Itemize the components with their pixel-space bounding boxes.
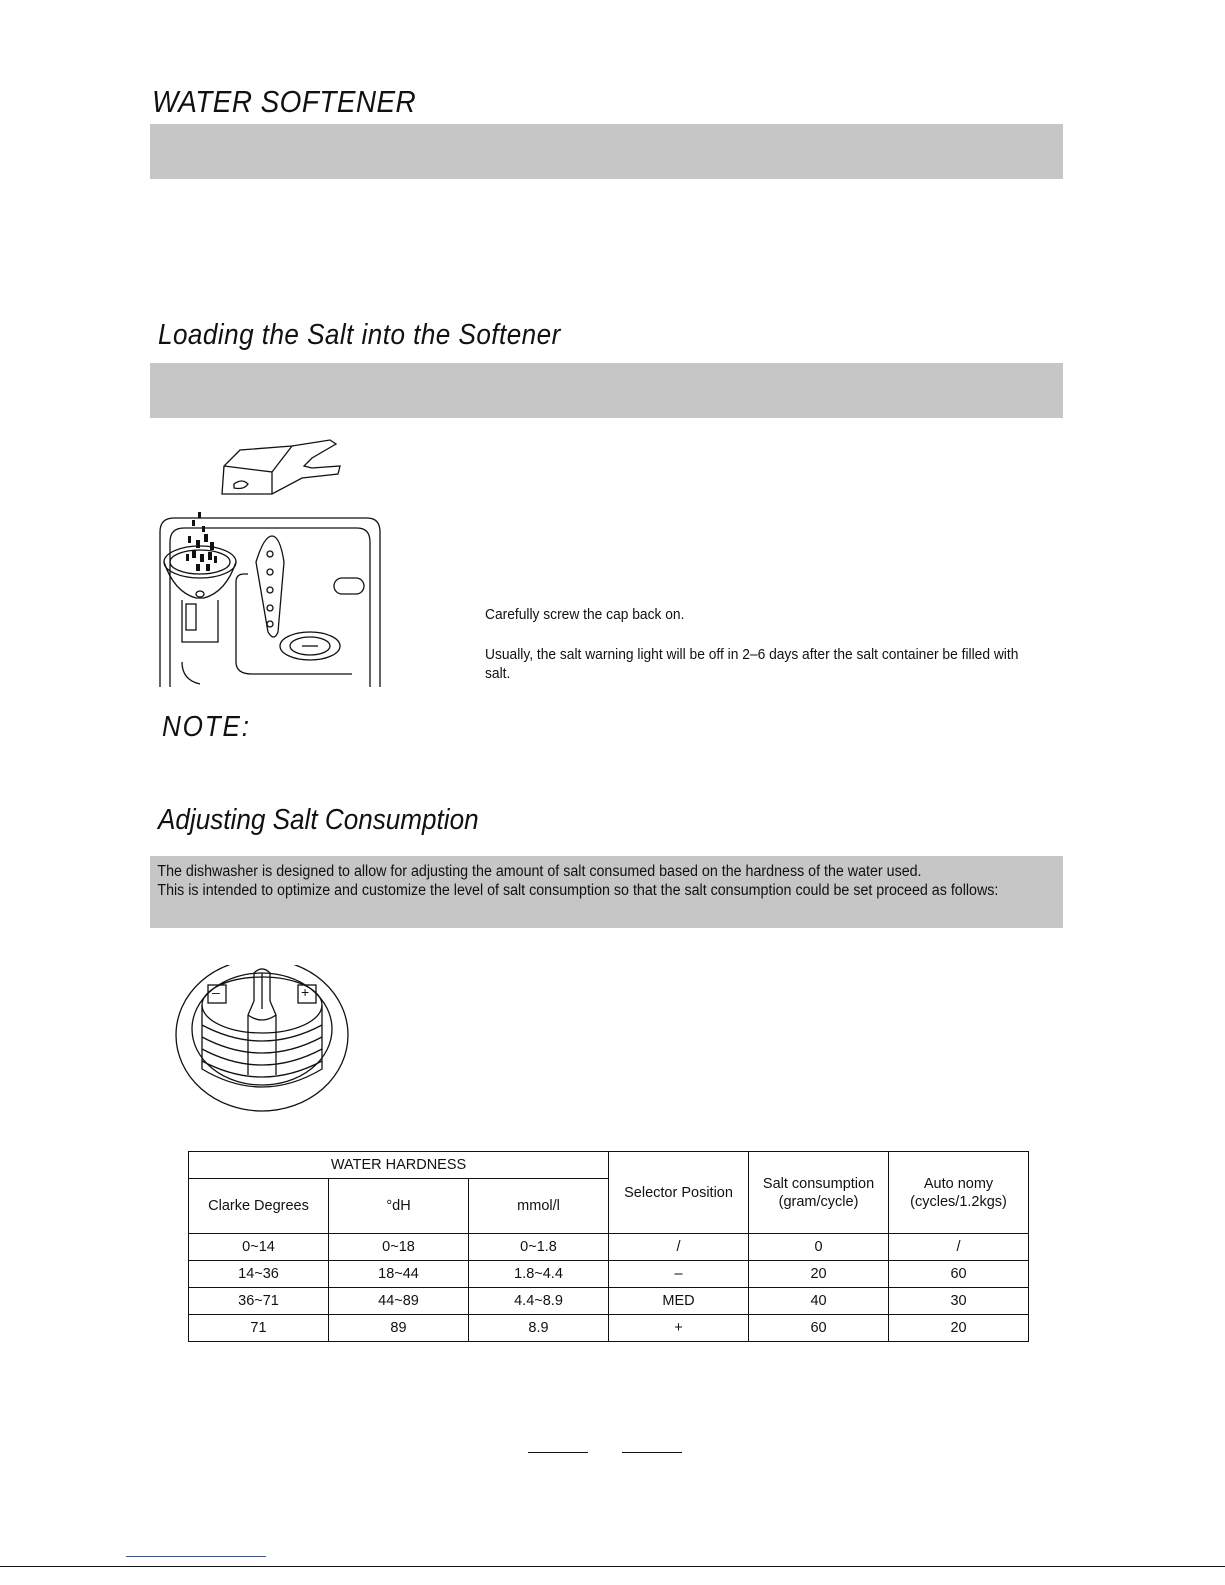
autonomy-cell: 60 — [889, 1261, 1029, 1288]
water-hardness-header: WATER HARDNESS — [189, 1152, 609, 1179]
autonomy-cell: / — [889, 1234, 1029, 1261]
selector-cell: MED — [609, 1288, 749, 1315]
mmol-header: mmol/l — [469, 1179, 609, 1234]
clarke-cell: 71 — [189, 1315, 329, 1342]
mmol-cell: 1.8~4.4 — [469, 1261, 609, 1288]
footer-rule-left — [528, 1452, 588, 1453]
dh-header: °dH — [329, 1179, 469, 1234]
clarke-cell: 14~36 — [189, 1261, 329, 1288]
dh-cell: 44~89 — [329, 1288, 469, 1315]
salt-cell: 0 — [749, 1234, 889, 1261]
autonomy-header — [889, 1152, 1029, 1234]
dh-cell: 18~44 — [329, 1261, 469, 1288]
mmol-cell: 0~1.8 — [469, 1234, 609, 1261]
footer-rule-right — [622, 1452, 682, 1453]
selector-dial-illustration — [172, 965, 362, 1125]
mmol-cell: 4.4~8.9 — [469, 1288, 609, 1315]
autonomy-header-line2: (cycles/1.2kgs) — [910, 1193, 1007, 1210]
mmol-cell: 8.9 — [469, 1315, 609, 1342]
bottom-page-edge — [0, 1566, 1225, 1567]
note-title: NOTE: — [162, 711, 251, 743]
table-row — [189, 1315, 1029, 1342]
salt-header-line1: Salt consumption — [762, 1175, 875, 1192]
dh-cell: 0~18 — [329, 1234, 469, 1261]
selector-cell: / — [609, 1234, 749, 1261]
autonomy-cell: 30 — [889, 1288, 1029, 1315]
salt-loading-illustration — [152, 432, 392, 692]
selector-position-header: Selector Position — [609, 1152, 749, 1234]
page-title: WATER SOFTENER — [152, 84, 417, 119]
water-hardness-table — [188, 1151, 1029, 1342]
clarke-cell: 36~71 — [189, 1288, 329, 1315]
dial-plus-label: + — [301, 984, 310, 1000]
loading-bar — [150, 363, 1063, 418]
salt-cell: 40 — [749, 1288, 889, 1315]
salt-cell: 60 — [749, 1315, 889, 1342]
step-screw-cap: Carefully screw the cap back on. — [485, 606, 685, 623]
selector-cell: + — [609, 1315, 749, 1342]
clarke-degrees-header: Clarke Degrees — [189, 1179, 329, 1234]
adjust-intro-bar — [150, 856, 1063, 928]
dial-minus-label: – — [212, 984, 220, 1000]
table-row — [189, 1288, 1029, 1315]
table-row — [189, 1261, 1029, 1288]
salt-cell: 20 — [749, 1261, 889, 1288]
clarke-cell: 0~14 — [189, 1234, 329, 1261]
table-row — [189, 1234, 1029, 1261]
adjust-intro-line2: This is intended to optimize and customize the level of salt consumption so that the salt consumption could be set proceed as follows: — [157, 882, 999, 899]
step-warning-light: Usually, the salt warning light will be off in 2–6 days after the salt container be filled with salt. — [485, 646, 1019, 682]
salt-header-line2: (gram/cycle) — [778, 1193, 859, 1210]
loading-section-title: Loading the Salt into the Softener — [158, 319, 561, 351]
selector-cell: – — [609, 1261, 749, 1288]
adjust-section-title: Adjusting Salt Consumption — [158, 804, 479, 836]
intro-bar — [150, 124, 1063, 179]
autonomy-header-line1: Auto nomy — [923, 1175, 994, 1192]
adjust-intro-line1: The dishwasher is designed to allow for adjusting the amount of salt consumed based on the hardness of the water used. — [157, 863, 922, 880]
salt-consumption-header — [749, 1152, 889, 1234]
dh-cell: 89 — [329, 1315, 469, 1342]
autonomy-cell: 20 — [889, 1315, 1029, 1342]
bottom-link-underline[interactable] — [126, 1556, 266, 1557]
